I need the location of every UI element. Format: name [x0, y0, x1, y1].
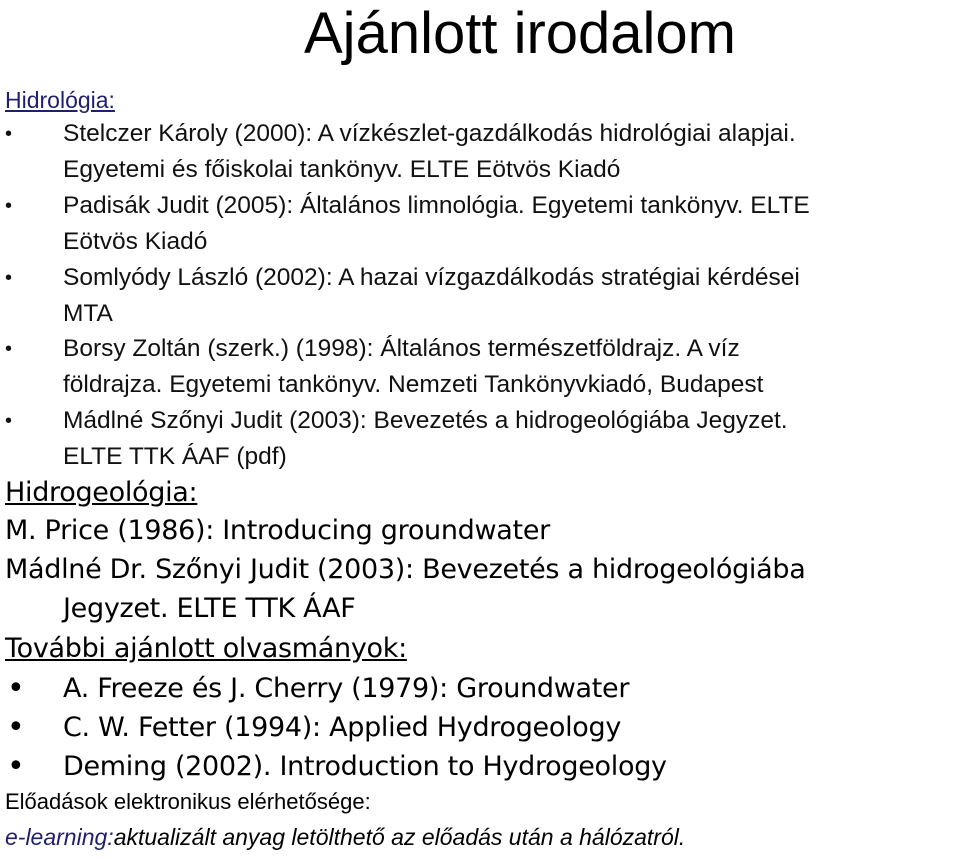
reference-line: Somlyódy László (2002): A hazai vízgazdálkodás stratégiai kérdései: [63, 264, 800, 291]
bullet-icon: •: [7, 749, 25, 784]
reference-line: MTA: [63, 300, 113, 327]
e-learning-link[interactable]: e-learning:: [5, 824, 114, 850]
reference-line: Mádlné Dr. Szőnyi Judit (2003): Bevezetés a hidrogeológiába: [5, 554, 806, 585]
reference-line: Mádlné Szőnyi Judit (2003): Bevezetés a hidrogeológiába Jegyzet.: [63, 407, 788, 434]
reference-line: Eötvös Kiadó: [63, 228, 208, 255]
bullet-icon: •: [5, 123, 13, 145]
reference-line: ELTE TTK ÁAF (pdf): [63, 443, 287, 470]
e-learning-line: [5, 822, 685, 852]
page-title: Ajánlott irodalom: [304, 1, 736, 66]
bullet-icon: •: [7, 671, 25, 706]
reference-line: M. Price (1986): Introducing groundwater: [5, 515, 550, 546]
bullet-icon: •: [5, 410, 13, 432]
bullet-icon: •: [7, 710, 25, 745]
reference-line: Stelczer Károly (2000): A vízkészlet-gazdálkodás hidrológiai alapjai.: [63, 120, 796, 147]
reference-line: Borsy Zoltán (szerk.) (1998): Általános természetföldrajz. A víz: [63, 335, 740, 362]
bullet-icon: •: [5, 267, 13, 289]
reference-line: C. W. Fetter (1994): Applied Hydrogeology: [63, 712, 622, 743]
access-label: Előadások elektronikus elérhetősége:: [5, 789, 371, 814]
hydrology-heading: Hidrológia:: [5, 87, 115, 113]
reference-line: Egyetemi és főiskolai tankönyv. ELTE Eötvös Kiadó: [63, 156, 621, 183]
bullet-icon: •: [5, 195, 13, 217]
reference-line: A. Freeze és J. Cherry (1979): Groundwater: [63, 673, 630, 704]
e-learning-note: aktualizált anyag letölthető az előadás után a hálózatról.: [113, 824, 686, 850]
reference-line: földrajza. Egyetemi tankönyv. Nemzeti Tankönyvkiadó, Budapest: [63, 371, 764, 398]
reference-line: Padisák Judit (2005): Általános limnológia. Egyetemi tankönyv. ELTE: [63, 192, 810, 219]
reference-line: Deming (2002). Introduction to Hydrogeology: [63, 751, 667, 782]
bullet-icon: •: [5, 338, 13, 360]
reference-line: Jegyzet. ELTE TTK ÁAF: [63, 593, 356, 624]
hydrogeology-heading: Hidrogeológia:: [5, 477, 198, 508]
further-reading-heading: További ajánlott olvasmányok:: [5, 633, 407, 664]
